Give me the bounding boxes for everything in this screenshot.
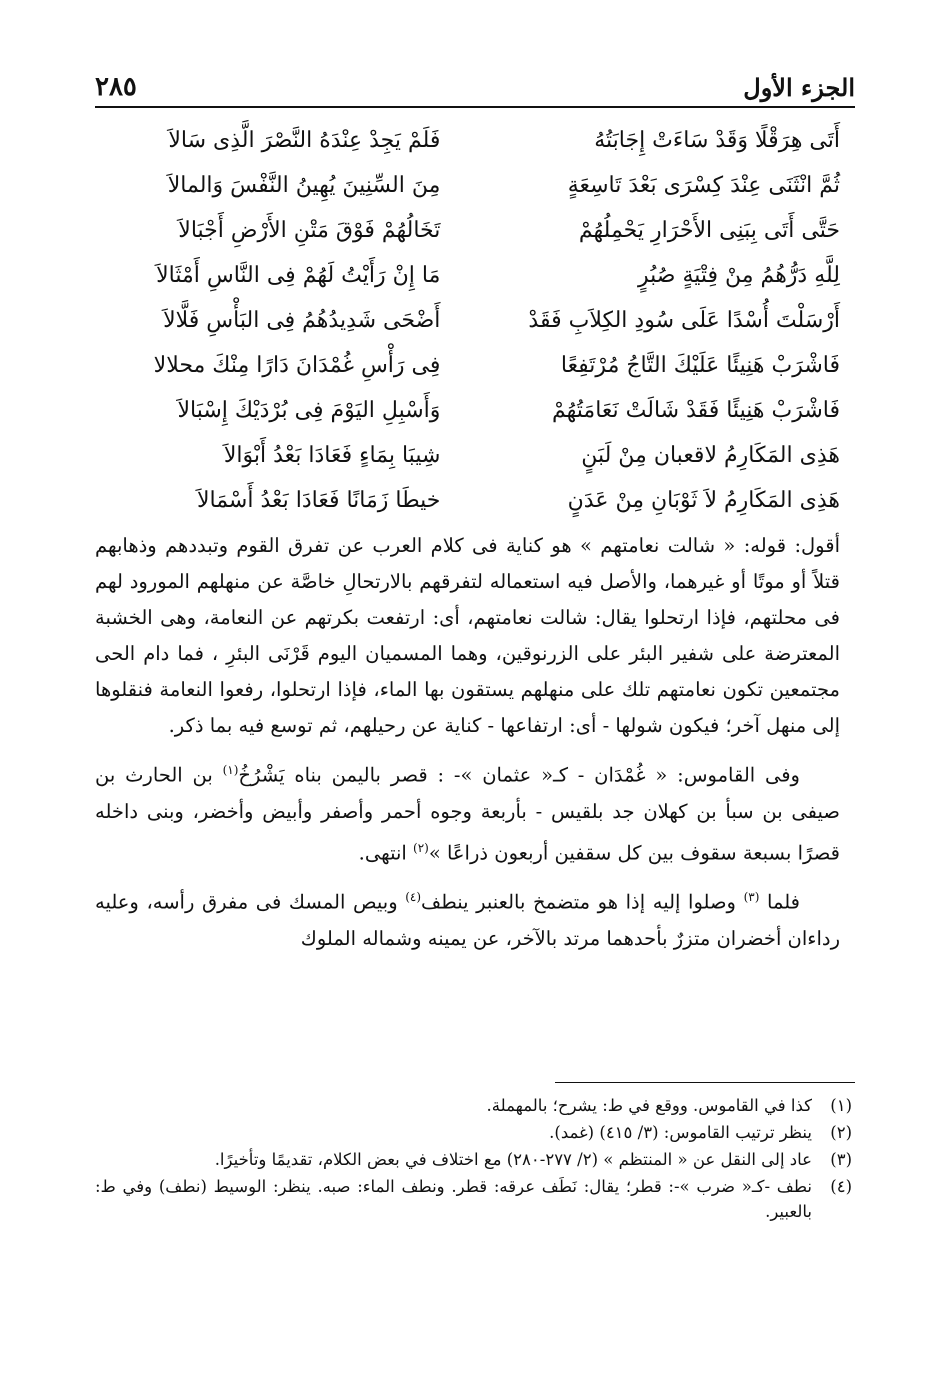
footnote-number: (١) (830, 1096, 852, 1115)
verse-second-hemistich: فَلَمْ يَجِدْ عِنْدَهُ النَّصْرَ الَّذِى سَالاَ (168, 128, 441, 153)
footnote-number: (٢) (830, 1123, 852, 1142)
footnote (95, 1174, 852, 1224)
verse (100, 118, 840, 163)
verse-first-hemistich: هَذِى المَكَارِمُ لاقعبان مِنْ لَبَنٍ (581, 443, 840, 468)
verse-first-hemistich: لِلَّهِ دَرُّهُمُ مِنْ فِتْيَةٍ صُبُرٍ (638, 263, 840, 288)
narrative-text-part-2: وصلوا إليه إذا هو متضمخ بالعنبر ينطف (421, 890, 744, 914)
verse-first-hemistich: ثُمَّ انْثَنَى عِنْدَ كِسْرَى بَعْدَ تَاسِعَةٍ (567, 173, 840, 198)
narrative-text-part-1: فلما (759, 890, 800, 914)
footnote-ref-4[interactable]: (٤) (405, 890, 422, 904)
verse-first-hemistich: فَاشْرَبْ هَنِيئًا فَقَدْ شَالَتْ نَعَامَتُهُمْ (552, 398, 840, 423)
volume-title: الجزء الأول (743, 73, 855, 102)
footnote (95, 1120, 852, 1145)
verse (100, 253, 840, 298)
footnote-text: نطف -كـ« ضرب »-: قطر؛ يقال: نَطَف عرقه: قطر. ونطف الماء: صبه. ينظر: الوسيط (نطف) وفي ط: بالعبير. (95, 1177, 812, 1221)
qamus-text-part-3: انتهى. (358, 841, 414, 864)
verse-second-hemistich: مَا إِنْ رَأَيْتُ لَهُمْ فِى النَّاسِ أَمْثَالاَ (156, 263, 441, 288)
verse-second-hemistich: أَضْحَى شَدِيدُهُمُ فِى البَأْسِ فَلَّالاَ (163, 308, 441, 333)
verse (100, 343, 840, 388)
verse-first-hemistich: فَاشْرَبْ هَنِيئًا عَلَيْكَ التَّاجُ مُرْتَفِعًا (560, 353, 840, 378)
commentary-paragraph: أقول: قوله: « شالت نعامتهم » هو كناية فى كلام العرب عن تفرق القوم وتبددهم وذهابهم قتلاً أو موتًا أو غيرهما، والأصل فيه استعماله لتفرقهم بالارتحالِ خاصَّة عن منهلهم المورود لهم فى محلتهم، فإذا ارتحلوا يقال: شالت نعامتهم، أى: ارتفعت بكرتهم عن النعامة، وهى الخشبة المعترضة على شفير البئر على الزرنوقين، وهما المسميان اليوم قَرْنَى البئرِ ، فما دام الحى مجتمعين تكون نعامتهم تلك على منهلهم يستقون بها الماء، فإذا ارتحلوا، رفعوا النعامة فنقلوها إلى منهل آخر؛ فيكون شولها - أى: ارتفاعها - كناية عن رحيلهم، ثم توسع فيه بما ذكر. (95, 534, 840, 737)
verse (100, 298, 840, 343)
footnote-number: (٣) (830, 1150, 852, 1169)
footnote-ref-3[interactable]: (٣) (743, 890, 760, 904)
verse-second-hemistich: شِيبَا بِمَاءٍ فَعَادَا بَعْدُ أَبْوَالاَ (223, 443, 441, 468)
verse-second-hemistich: وَأَسْبِلِ اليَوْمَ فِى بُرْدَيْكَ إِسْبَالاَ (177, 398, 441, 423)
verse (100, 433, 840, 478)
verse-first-hemistich: حَتَّى أَتَى بِبَنِى الأَحْرَارِ يَحْمِلُهُمْ (578, 218, 840, 243)
footnote (95, 1093, 852, 1118)
footnote (95, 1147, 852, 1172)
narrative-text-part-3: وبيص المسك فى مفرق رأسه، وعليه رداءان أخضران متزرٌ بأحدهما مرتد بالآخر، عن يمينه وشماله الملوك (95, 890, 840, 950)
qamus-text-part-2: بن الحارث بن صيفى بن سبأ بن كهلان جد بلقيس - بأربعة وجوه أحمر وأصفر وأبيض وأخضر، وبنى داخله قصرًا بسبعة سقوف بين كل سقفين أربعون ذراعًا » (95, 763, 840, 864)
verse (100, 388, 840, 433)
qamus-text-part-1: وفى القاموس: « غُمْدَان - كـ« عثمان »- : قصر باليمن بناه يَشْرُخُ (238, 763, 800, 787)
footnote-number: (٤) (830, 1177, 852, 1196)
verse-second-hemistich: فِى رَأْسِ غُمْدَانَ دَارًا مِنْكَ محلالا (153, 353, 441, 378)
footnote-ref-2[interactable]: (٢) (413, 840, 429, 855)
verse-second-hemistich: خيطَا زَمَانًا فَعَادَا بَعْدُ أَسْمَالاَ (196, 488, 441, 513)
verse-first-hemistich: أَرْسَلْتَ أُسْدًا عَلَى سُودِ الكِلاَبِ فَقَدْ (528, 308, 840, 333)
commentary-text (95, 528, 840, 965)
footnotes (95, 1093, 852, 1226)
qamus-paragraph (95, 752, 840, 871)
footnote-text: عاد إلى النقل عن « المنتظم » (٢/ ٢٧٧-٢٨٠) مع اختلاف في بعض الكلام، تقديمًا وتأخيرًا. (214, 1150, 812, 1169)
verse (100, 208, 840, 253)
running-header (95, 52, 855, 108)
footnote-text: ينظر ترتيب القاموس: (٣/ ٤١٥) (غمد). (549, 1123, 812, 1142)
narrative-paragraph (95, 879, 840, 957)
verse-second-hemistich: مِنَ السِّنِينَ يُهِينُ النَّفْسَ وَالمالاَ (167, 173, 441, 198)
verse (100, 163, 840, 208)
verse-first-hemistich: هَذِى المَكَارِمُ لاَ ثَوْبَانِ مِنْ عَدَنٍ (567, 488, 840, 513)
footnote-divider (555, 1082, 855, 1083)
footnote-ref-1[interactable]: (١) (222, 763, 239, 777)
poem (100, 118, 840, 523)
verse-second-hemistich: تَخَالُهُمْ فَوْقَ مَتْنِ الأَرْضِ أَجْبَالاَ (178, 218, 441, 243)
verse-first-hemistich: أَتَى هِرَقْلًا وَقَدْ سَاءَتْ إِجَابَتُهُ (594, 128, 840, 153)
page-number: ٢٨٥ (95, 72, 137, 102)
verse (100, 478, 840, 523)
footnote-text: كذا في القاموس. ووقع في ط: يشرح؛ بالمهملة. (486, 1096, 812, 1115)
